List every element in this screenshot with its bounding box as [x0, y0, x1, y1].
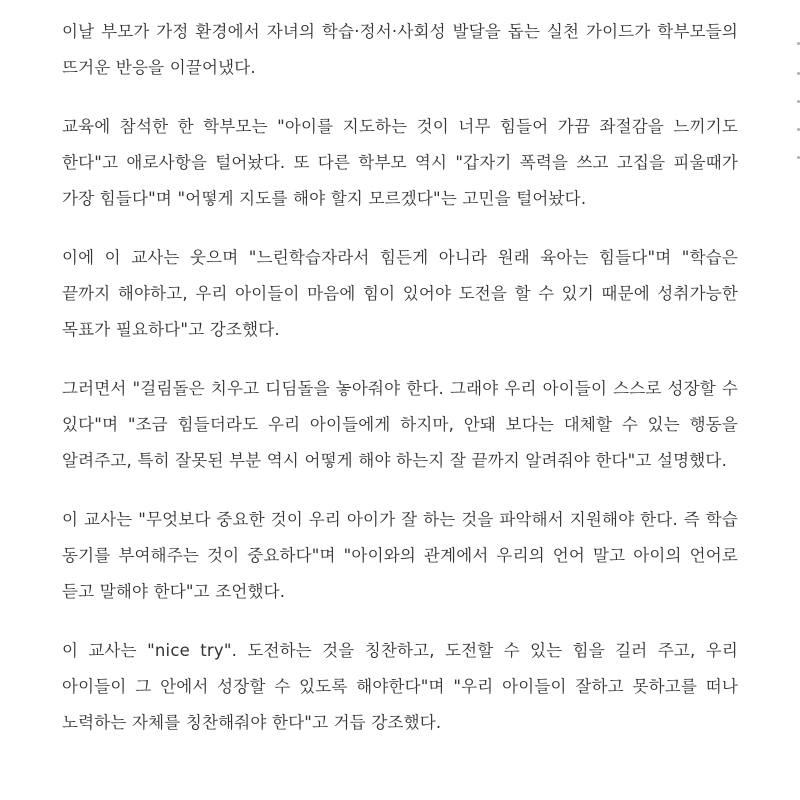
article-paragraph: 이날 부모가 가정 환경에서 자녀의 학습·정서·사회성 발달을 돕는 실천 가이드가 학부모들의 뜨거운 반응을 이끌어냈다. [62, 22, 738, 77]
article-paragraph: 이에 이 교사는 웃으며 "느린학습자라서 힘든게 아니라 원래 육아는 힘들다"며 "학습은 끝까지 해야하고, 우리 아이들이 마음에 힘이 있어야 도전을 할 수 있기 때문에 성취가능한 목표가 필요하다"고 강조했다. [62, 248, 738, 339]
side-rail-markers [794, 30, 800, 170]
article-body [62, 14, 738, 764]
article-paragraph: 이 교사는 "nice try". 도전하는 것을 칭찬하고, 도전할 수 있는 힘을 길러 주고, 우리 아이들이 그 안에서 성장할 수 있도록 해야한다"며 "우리 아이들이 잘하고 못하고를 떠나 노력하는 자체를 칭찬해줘야 한다"고 거듭 강조했다. [62, 641, 738, 732]
article-paragraph: 교육에 참석한 한 학부모는 "아이를 지도하는 것이 너무 힘들어 가끔 좌절감을 느끼기도 한다"고 애로사항을 털어놨다. 또 다른 학부모 역시 "갑자기 폭력을 쓰고 고집을 피울때가 가장 힘들다"며 "어떻게 지도를 해야 할지 모르겠다"는 고민을 털어놨다. [62, 117, 738, 208]
article-paragraph: 그러면서 "걸림돌은 치우고 디딤돌을 놓아줘야 한다. 그래야 우리 아이들이 스스로 성장할 수 있다"며 "조금 힘들더라도 우리 아이들에게 하지마, 안돼 보다는 대체할 수 있는 행동을 알려주고, 특히 잘못된 부분 역시 어떻게 해야 하는지 잘 끝까지 알려줘야 한다"고 설명했다. [62, 379, 738, 470]
article-paragraph: 이 교사는 "무엇보다 중요한 것이 우리 아이가 잘 하는 것을 파악해서 지원해야 한다. 즉 학습 동기를 부여해주는 것이 중요하다"며 "아이와의 관계에서 우리의 언어 말고 아이의 언어로 듣고 말해야 한다"고 조언했다. [62, 510, 738, 601]
